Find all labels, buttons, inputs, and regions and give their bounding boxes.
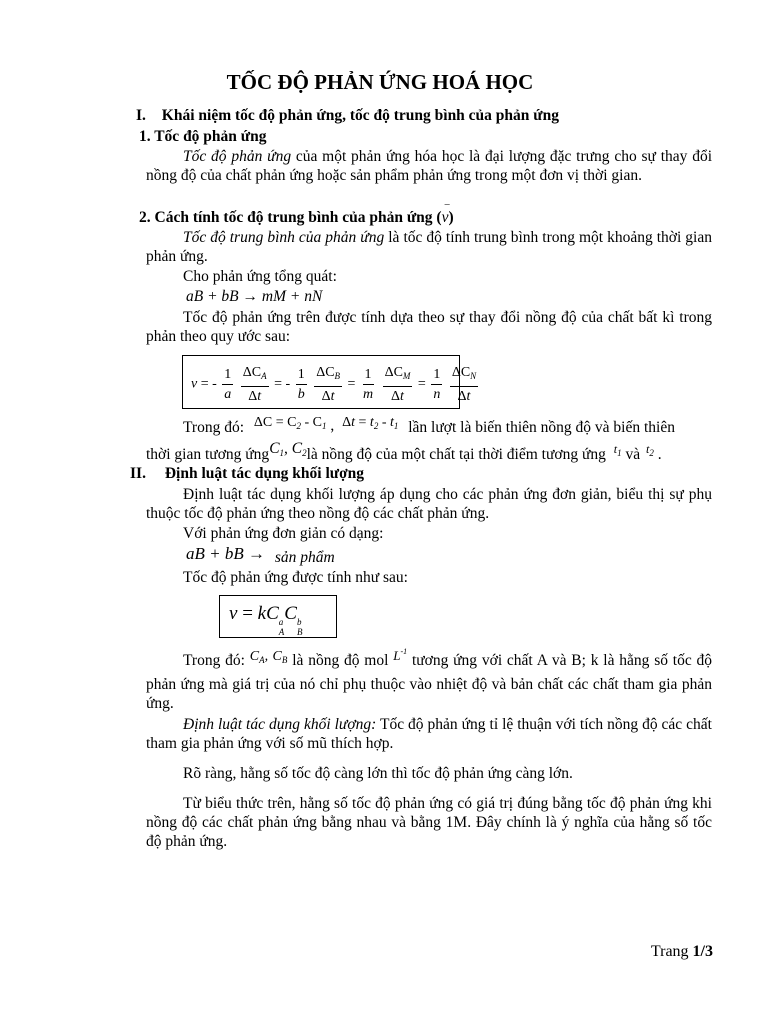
simple-reaction-label: Với phản ứng đơn giản có dạng: <box>183 525 384 542</box>
subsection-2-text: là tốc độ tính trung bình trong một khoảng thời gian phản ứng. <box>146 229 712 265</box>
t1-symbol: t1 <box>613 442 622 458</box>
note-paragraph-1: Rõ ràng, hằng số tốc độ càng lớn thì tốc độ phản ứng càng lớn. <box>183 765 573 782</box>
t2-symbol: t2 <box>645 442 654 458</box>
mass-action-law-paragraph <box>146 715 712 753</box>
subsection-1-paragraph <box>146 147 712 185</box>
average-rate-formula-box <box>182 355 477 409</box>
rate-rule-paragraph: Tốc độ phản ứng trên được tính dựa theo sự thay đổi nồng độ của chất bất kì trong phản theo quy ước sau: <box>146 309 712 345</box>
subsection-1-heading: 1. Tốc độ phản ứng <box>139 128 267 145</box>
general-reaction-equation: aB + bB → mM + nN <box>186 288 323 305</box>
ca-cb-symbols: $C_A$, $C_B$ <box>249 649 288 665</box>
where-label: Trong đó: <box>183 419 245 436</box>
product-word: sản phẩm <box>274 549 335 566</box>
footer-label: Trang <box>650 943 693 960</box>
page-number: 1/3 <box>692 943 713 960</box>
subsection-2-paragraph <box>146 228 712 266</box>
mass-action-law-text: Tốc độ phản ứng tỉ lệ thuận với tích nồng độ các chất tham gia phản ứng với số mũ thích hợp. <box>146 716 712 752</box>
subsection-2-title: 2. Cách tính tốc độ trung bình của phản ứng ( <box>139 209 442 226</box>
delta-definition-line: Trong đó: $\Delta C = C_2 - C_1$ , $\Delta t = t_2 - t_1$ lần lượt là biến thiên nồng độ và biến thiên <box>183 415 675 436</box>
page-footer <box>651 942 713 961</box>
delta-t-expression: $\Delta t = t_2 - t_1$ <box>342 415 399 431</box>
period: . <box>657 446 662 463</box>
page-title: TỐC ĐỘ PHẢN ỨNG HOÁ HỌC <box>226 70 534 94</box>
delta-c-expression: $\Delta C = C_2 - C_1$ <box>253 415 327 431</box>
delta-definition-text: lần lượt là biến thiên nồng độ và biến thiên <box>408 419 675 436</box>
general-reaction-label: Cho phản ứng tổng quát: <box>183 268 337 285</box>
subsection-2-close: ) <box>448 209 454 226</box>
average-rate-symbol: – v <box>441 199 450 226</box>
concentration-text-a: thời gian tương ứng <box>146 446 270 463</box>
term-average-rate: Tốc độ trung bình của phản ứng <box>183 229 385 246</box>
rate-law-formula: v = kC a A C b B <box>229 603 303 637</box>
average-rate-formula: v = - $\frac{1}{a}$ $\frac{\Delta C_A}{\Delta t}$ = - $\frac{1}{b}$ $\frac{\Delta C_B}{\Delta t}$ = $\frac{1}{m}$ $\frac{\Delta C_M}{\Delta t}$ = $\frac{1}{n}$ $\frac{\Delta C_N}{\Delta t}$ <box>191 365 477 404</box>
mass-action-intro: Định luật tác dụng khối lượng áp dụng cho các phản ứng đơn giản, biểu thị sự phụ thuộc tốc độ phản ứng theo nồng độ các chất phản ứng. <box>146 486 712 522</box>
note-paragraph-2: Từ biểu thức trên, hằng số tốc độ phản ứng có giá trị đúng bằng tốc độ phản ứng khi nồng độ các chất phản ứng bằng nhau và bằng 1M. Đây chính là ý nghĩa của hằng số tốc độ phản ứng. <box>146 795 712 850</box>
rate-where-a: là nồng độ mol <box>292 652 389 669</box>
section-1-heading <box>136 106 559 125</box>
term-mass-action-law: Định luật tác dụng khối lượng: <box>183 716 377 733</box>
rate-where-b: tương ứng với chất A và B; k là hằng số tốc độ phản ứng mà giá trị của nó chỉ phụ thuộc vào nhiệt độ và bản chất các chất tham gia phản ứng. <box>146 652 713 712</box>
section-2-title: Định luật tác dụng khối lượng <box>164 465 365 482</box>
section-2-heading <box>130 464 364 483</box>
term-reaction-rate: Tốc độ phản ứng <box>183 148 292 165</box>
rate-where-label: Trong đó: <box>183 652 245 669</box>
simple-reaction-equation: aB + bB → sản phẩm <box>186 544 335 566</box>
section-2-number: II. <box>130 465 146 482</box>
per-liter-unit: L-1 <box>393 647 408 663</box>
concentration-text-b: là nồng độ của một chất tại thời điểm tương ứng <box>306 446 606 463</box>
and-word: và <box>625 446 641 463</box>
rate-law-box <box>219 595 337 638</box>
rate-calc-label: Tốc độ phản ứng được tính như sau: <box>183 569 408 586</box>
subsection-2-heading <box>139 199 454 227</box>
section-1-title: Khái niệm tốc độ phản ứng, tốc độ trung bình của phản ứng <box>161 107 559 124</box>
subsection-1-text: của một phản ứng hóa học là đại lượng đặc trưng cho sự thay đổi nồng độ của chất phản ứng hoặc sản phẩm phản ứng trong một đơn vị thời gian. <box>146 148 712 184</box>
c1-c2-symbols: $C_1$, $C_2$ <box>269 440 307 458</box>
section-1-number: I. <box>136 107 146 124</box>
rate-law-definition <box>146 647 712 713</box>
